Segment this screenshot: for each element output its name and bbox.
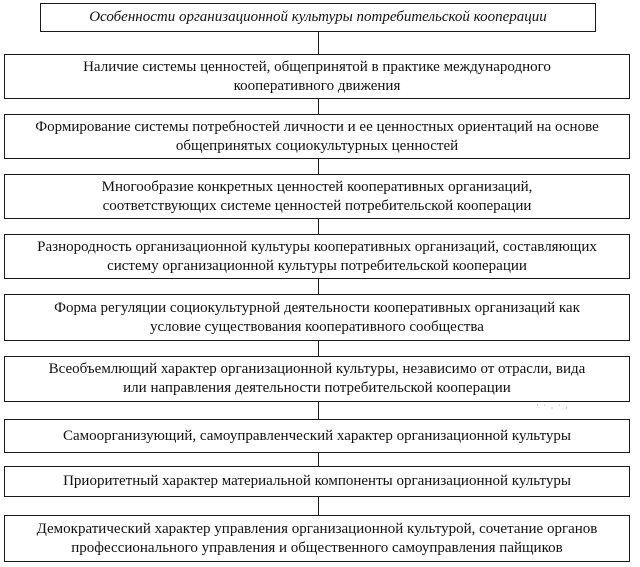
connector: [318, 279, 319, 294]
feature-line: Формирование системы потребностей личности и ее ценностных ориентаций на основе: [35, 118, 599, 135]
feature-line: профессионального управления и общественного самоуправления пайщиков: [71, 539, 563, 556]
feature-box-2: [4, 114, 630, 159]
feature-line: Самоорганизующий, самоуправленческий характер организационной культуры: [62, 427, 572, 444]
feature-line: Всеобъемлющий характер организационной культуры, независимо от отрасли, вида: [48, 361, 586, 377]
feature-line: Наличие системы ценностей, общепринятой в практике международного: [83, 58, 551, 75]
connector: [318, 402, 319, 419]
feature-line: Форма регуляции социокультурной деятельности кооперативных организаций как: [54, 299, 580, 316]
feature-box-9: [4, 515, 630, 562]
feature-text: [49, 360, 586, 398]
feature-text: [54, 299, 580, 337]
connector: [318, 341, 319, 356]
feature-box-8: [4, 466, 630, 497]
connector: [318, 497, 319, 515]
diagram-title: Особенности организационной культуры потребительской кооперации: [89, 9, 547, 25]
feature-text: [83, 58, 551, 96]
connector: [318, 159, 319, 174]
feature-text: [37, 238, 597, 276]
feature-text: [102, 178, 533, 216]
feature-box-1: [4, 54, 630, 99]
connector: [318, 32, 319, 54]
feature-box-6: [4, 356, 630, 402]
feature-box-7: [4, 419, 630, 453]
scan-mark: ˙ ˙ · ˙ ·: [536, 403, 569, 413]
feature-box-3: [4, 174, 630, 219]
feature-line: Приоритетный характер материальной компоненты организационной культуры: [63, 473, 571, 489]
connector: [318, 99, 319, 114]
feature-line: условие существования кооперативного сообщества: [150, 318, 484, 335]
feature-text: [35, 118, 599, 156]
feature-line: общепринятых социокультурных ценностей: [175, 137, 459, 154]
diagram-title-box: [40, 3, 596, 32]
feature-line: Разнородность организационной культуры кооперативных организаций, составляющих: [37, 238, 597, 255]
feature-line: или направления деятельности потребительской кооперации: [123, 380, 511, 396]
feature-box-5: [4, 294, 630, 341]
feature-line: соответствующих системе ценностей потребительской кооперации: [102, 197, 532, 214]
feature-text: [37, 520, 598, 558]
feature-line: Многообразие конкретных ценностей кооперативных организаций,: [101, 178, 533, 195]
feature-box-4: [4, 234, 630, 279]
feature-line: Демократический характер управления организационной культурой, сочетание органов: [36, 520, 598, 537]
feature-line: кооперативного движения: [233, 77, 401, 94]
connector: [318, 453, 319, 466]
feature-line: систему организационной культуры потребительской кооперации: [107, 257, 527, 274]
connector: [318, 219, 319, 234]
